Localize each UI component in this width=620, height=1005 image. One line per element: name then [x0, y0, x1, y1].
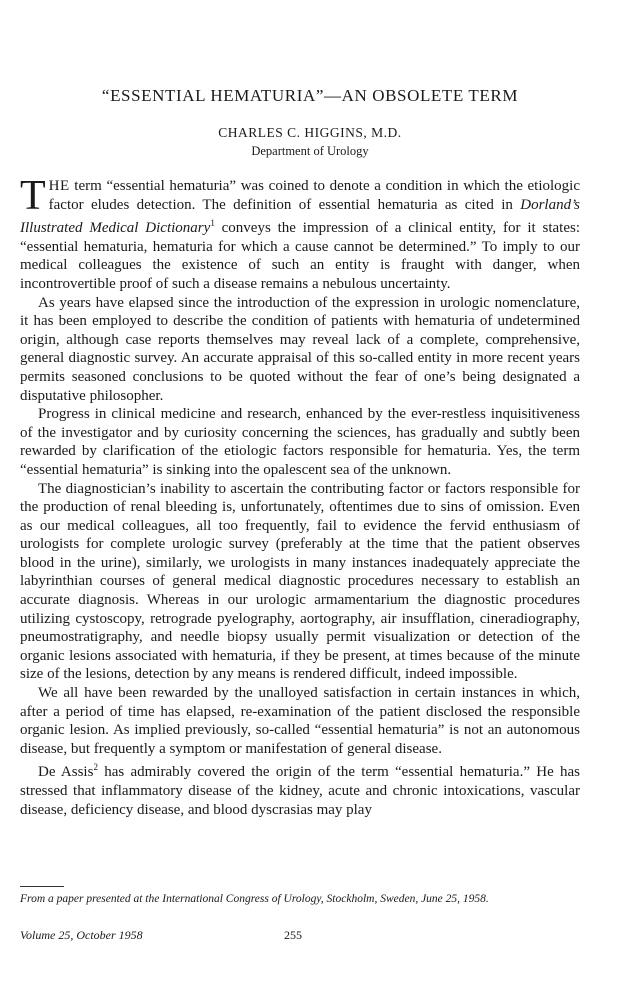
paragraph-6	[20, 758, 580, 819]
lead-word: HE	[48, 178, 70, 194]
volume-info: Volume 25, October 1958	[20, 928, 143, 942]
drop-cap: T	[20, 173, 46, 219]
page-number: 255	[284, 928, 302, 942]
author-department: Department of Urology	[251, 144, 369, 158]
reference-title: Dorland’s Illustrated Medical Dictionary	[20, 196, 580, 237]
footnote-ref: 2	[93, 762, 98, 773]
paragraph-text: conveys the impression of a clinical entity, for it states: “essential hematuria, hematuria for which a cause cannot be determined.” To imply to our medical colleagues the existence of such an entity is fraught with danger, when incontrovertible proof of such a disease remains a nebulous uncertainty.	[20, 220, 581, 292]
paragraph-2: As years have elapsed since the introduction of the expression in urologic nomenclature, it has been employed to describe the condition of patients with hematuria of undetermined origin, although case reports themselves may reveal lack of a complete, comprehensive, general diagnostic survey. An accurate appraisal of this so-called entity in more recent years permits seasoned conclusions to be quoted without the fear of one’s being designated a disputative philosopher.	[20, 294, 580, 404]
paragraph-text: De Assis	[38, 764, 94, 781]
author-name: CHARLES C. HIGGINS, M.D.	[218, 125, 402, 140]
paragraph-text: term “essential hematuria” was coined to denote a condition in which the etiologic factor eludes detection. The definition of essential hematuria as cited in	[48, 178, 580, 213]
paragraph-5: We all have been rewarded by the unalloyed satisfaction in certain instances in which, after a period of time has elapsed, re-examination of the patient disclosed the responsible organic lesion. As implied previously, so-called “essential hematuria” is not an autonomous disease, but frequently a symptom or manifestation of general disease.	[20, 685, 580, 757]
footnote: From a paper presented at the International Congress of Urology, Stockholm, Sweden, June 25, 1958.	[20, 893, 489, 905]
paragraph-3: Progress in clinical medicine and research, enhanced by the ever-restless inquisitiveness of the investigator and by curiosity concerning the sciences, has gradually and subtly been rewarded by clarification of the etiologic factors responsible for hematuria. Yes, the term “essential hematuria” is sinking into the opalescent sea of the unknown.	[20, 406, 580, 478]
footnote-divider	[20, 886, 64, 887]
paragraph-text: has admirably covered the origin of the term “essential hematuria.” He has stressed that inflammatory disease of the kidney, acute and chronic intoxications, vascular disease, deficiency disease, and blood dyscrasias may play	[20, 764, 580, 818]
article-body	[20, 173, 581, 819]
footnote-ref: 1	[210, 218, 215, 229]
paragraph-1	[20, 173, 581, 294]
paragraph-4: The diagnostician’s inability to ascertain the contributing factor or factors responsible for the production of renal bleeding is, unfortunately, oftentimes due to sins of omission. Even as our medical colleagues, all too frequently, fail to evidence the fervid enthusiasm of urologists for complete urologic survey (preferably at the time that the patient observes blood in the urine), similarly, we urologists in many instances inadequately appreciate the labyrinthian courses of general medical diagnostic procedures necessary to establish an accurate diagnosis. Whereas in our urologic armamentarium the diagnostic procedures utilizing cystoscopy, retrograde pyelography, aortography, air insufflation, cineradiography, pneumostratigraphy, and needle biopsy usually permit visualization or detection of the organic lesions associated with hematuria, if they be present, at times because of the minute size of the lesions, detection by any means is rendered difficult, indeed impossible.	[20, 480, 580, 683]
article-title: “ESSENTIAL HEMATURIA”—AN OBSOLETE TERM	[101, 86, 519, 105]
